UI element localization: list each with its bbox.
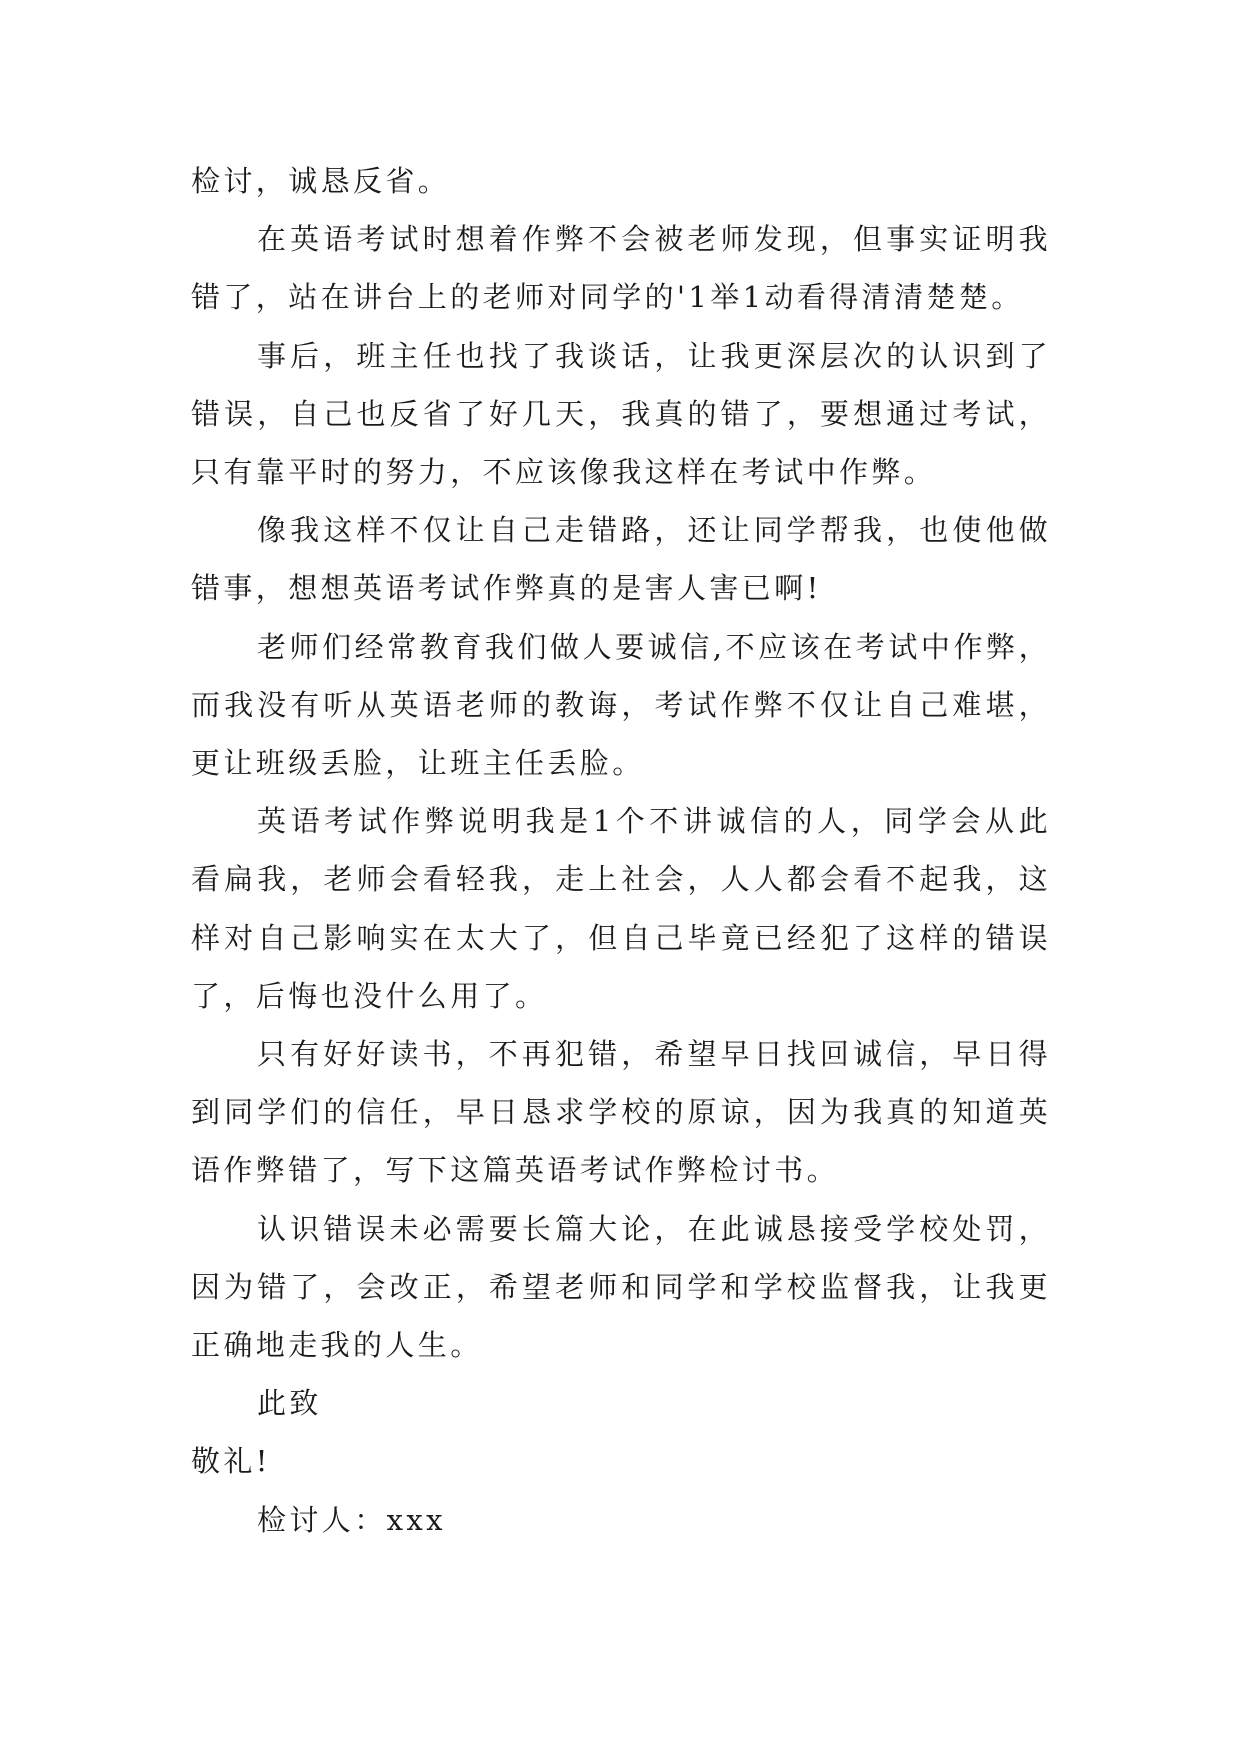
paragraph: 老师们经常教育我们做人要诚信,不应该在考试中作弊，而我没有听从英语老师的教诲，考试作弊不仅让自己难堪，更让班级丢脸，让班主任丢脸。 xyxy=(191,629,1051,781)
closing-line: 此致 xyxy=(257,1386,322,1421)
paragraph: 只有好好读书，不再犯错，希望早日找回诚信，早日得到同学们的信任，早日恳求学校的原谅，因为我真的知道英语作弊错了，写下这篇英语考试作弊检讨书。 xyxy=(191,1037,1051,1188)
signature-line: 检讨人：xxx xyxy=(257,1502,446,1537)
paragraph-continued: 检讨，诚恳反省。 xyxy=(191,164,451,198)
paragraph: 在英语考试时想着作弊不会被老师发现，但事实证明我错了，站在讲台上的老师对同学的'1举1动看得清清楚楚。 xyxy=(191,222,1051,315)
paragraph: 认识错误未必需要长篇大论，在此诚恳接受学校处罚，因为错了，会改正，希望老师和同学和学校监督我，让我更正确地走我的人生。 xyxy=(191,1211,1051,1363)
letter-body xyxy=(191,152,1051,1549)
paragraph: 像我这样不仅让自己走错路，还让同学帮我，也使他做错事，想想英语考试作弊真的是害人害已啊! xyxy=(191,513,1051,606)
salutation-line: 敬礼! xyxy=(191,1444,271,1479)
paragraph: 事后，班主任也找了我谈话，让我更深层次的认识到了错误，自己也反省了好几天，我真的错了，要想通过考试，只有靠平时的努力，不应该像我这样在考试中作弊。 xyxy=(191,338,1051,490)
paragraph: 英语考试作弊说明我是1个不讲诚信的人，同学会从此看扁我，老师会看轻我，走上社会，人人都会看不起我，这样对自己影响实在太大了，但自己毕竟已经犯了这样的错误了，后悔也没什么用了。 xyxy=(191,804,1051,1013)
